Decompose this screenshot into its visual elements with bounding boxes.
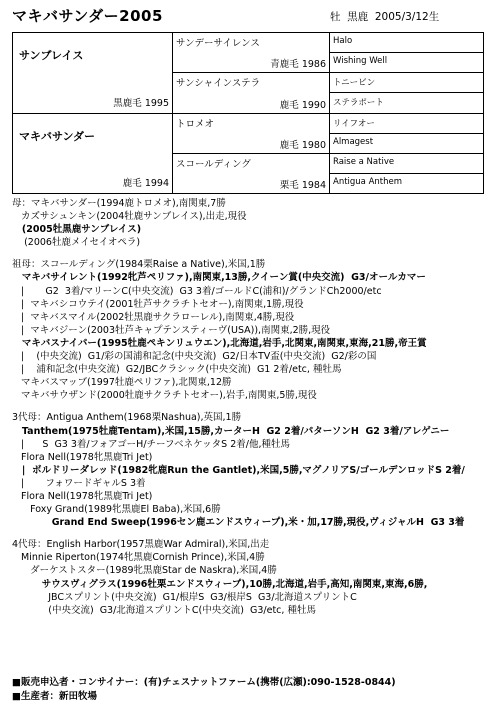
g2-cell (173, 113, 330, 153)
family-line: 母：マキバサンダー(1994鹿トロメオ),南関東,7勝 (12, 198, 226, 209)
g3-name: Wishing Well (333, 56, 388, 67)
family-line: マキバサウザンド(2000牡鹿サクラチトセオー),岩手,南関東,5勝,現役 (12, 390, 317, 402)
g2-cell (173, 33, 330, 73)
g3-name: Almagest (333, 136, 374, 147)
notable-horse-line: (2005牡黒鹿サンブレイス) (12, 224, 142, 236)
notable-horse-line: サウスヴィグラス(1996牡栗エンドスウィープ),10勝,北海道,岩手,高知,南関東,東海,6勝, (12, 578, 428, 590)
sales-contact: ■販売申込者・コンサイナー：(有)チェスナットファーム(携帯(広瀬):090-1528-0844) (12, 677, 396, 688)
g3-cell (330, 173, 484, 193)
sire-name: サンブレイス (19, 49, 84, 62)
dam-cell (13, 113, 173, 194)
g2-name: スコールディング (176, 158, 251, 170)
g3-cell (330, 73, 484, 93)
sire-cell (13, 33, 173, 114)
g2-color: 栗毛 1984 (279, 180, 326, 191)
family-line: Foxy Grand(1989牝黒鹿El Baba),米国,6勝 (12, 504, 221, 516)
g3-cell (330, 133, 484, 153)
family-line: | G2 3着/マリーンC(中央交流) G3 3着/ゴールドC(浦和)/グランドCh2000/etc (12, 285, 382, 297)
g2-cell (173, 153, 330, 193)
family-line: 3代母：Antigua Anthem(1968栗Nashua),英国,1勝 (12, 412, 242, 424)
g3-name: トニービン (333, 78, 376, 89)
g2-cell (173, 73, 330, 113)
footer (12, 676, 396, 704)
breeder: ■生産者：新田牧場 (12, 691, 97, 702)
family-line: Flora Nell(1978牝黒鹿Tri Jet) (12, 451, 153, 463)
family-line: Minnie Riperton(1974牝黒鹿Cornish Prince),米国,4勝 (12, 552, 265, 564)
family-line: (2006牡鹿メイセイオペラ) (12, 237, 141, 249)
notable-horse-line: Tanthem(1975牡鹿Tentam),米国,15勝,カーターH G2 2着/パターソンH G2 3着/アレゲニー (12, 425, 450, 437)
g2-name: サンデーサイレンス (176, 38, 260, 49)
g2-name: トロメオ (176, 118, 215, 130)
family-line: | (中央交流) G1/彩の国浦和記念(中央交流) G2/日本TV盃(中央交流) G2/彩の国 (12, 351, 377, 363)
g2-color: 鹿毛 1990 (279, 99, 326, 111)
g3-name: ステラポート (333, 98, 384, 109)
family-line: ダーケストスター(1989牝黒鹿Star de Naskra),米国,4勝 (12, 565, 277, 577)
g2-color: 青鹿毛 1986 (270, 59, 326, 71)
dam-name: マキバサンダー (19, 129, 96, 143)
section-gap (12, 249, 492, 258)
notable-horse-line: マキバサイレント(1992牝芦ペリファ),南関東,13勝,クイーン賞(中央交流) G3/オールカマー (12, 272, 426, 284)
g2-color: 鹿毛 1980 (279, 139, 326, 151)
notable-horse-line: マキバスナイパー(1995牡鹿ペキンリュウエン),北海道,岩手,北関東,南関東,東海,21勝,帝王賞 (12, 337, 427, 349)
g3-cell (330, 53, 484, 73)
family-line: JBCスプリント(中央交流) G1/根岸S G3/根岸S G3/北海道スプリントC (12, 591, 357, 603)
horse-meta: 牡 黒鹿 2005/3/12生 (330, 11, 440, 23)
dam-color: 鹿毛 1994 (122, 178, 169, 189)
sire-color: 黒鹿毛 1995 (113, 97, 169, 109)
family-record (12, 197, 492, 617)
family-line: 祖母：スコールディング(1984栗Raise a Native),米国,1勝 (12, 259, 266, 271)
g3-cell (330, 153, 484, 173)
family-line: (中央交流) G3/北海道スプリントC(中央交流) G3/etc, 種牡馬 (12, 604, 316, 616)
g3-name: リイフオー (333, 118, 375, 129)
family-line: | S G3 3着/フォアゴーH/チーフベネケッタS 2着/他,種牡馬 (12, 438, 290, 450)
notable-horse-line: | ボルドリーダレッド(1982牝鹿Run the Gantlet),米国,5勝,マグノリアS/ゴールデンロッドS 2着/ (12, 464, 465, 476)
page-title: マキバサンダー2005 (12, 7, 163, 25)
section-gap (12, 402, 492, 411)
g2-name: サンシャインステラ (176, 78, 261, 90)
family-line: マキバスマッブ(1997牡鹿ペリファ),北関東,12勝 (12, 377, 232, 389)
g3-name: Raise a Native (333, 156, 395, 167)
g3-cell (330, 113, 484, 133)
family-line: 4代母：English Harbor(1957黒鹿War Admiral),米国,出走 (12, 539, 270, 551)
g3-cell (330, 93, 484, 113)
family-line: | 浦和記念(中央交流) G2/JBCクラシック(中央交流) G1 2着/etc, 種牡馬 (12, 364, 342, 376)
g3-name: Halo (333, 36, 353, 46)
family-line: | フォワードギャルS 3着 (12, 477, 146, 489)
g3-cell (330, 33, 484, 53)
g3-name: Antigua Anthem (333, 176, 403, 187)
family-line: | マキバシコウテイ(2001牡芦サクラチトセオー),南関東,1勝,現役 (12, 298, 304, 310)
family-line: | マキバジーン(2003牡芦キャプテンスティーヴ(USA)),南関東,2勝,現役 (12, 324, 331, 336)
family-line: カズサシュンキン(2004牡鹿サンブレイス),出走,現役 (12, 211, 247, 223)
pedigree-table (12, 32, 484, 194)
section-gap (12, 529, 492, 538)
family-line: | マキバスマイル(2002牡黒鹿サクラローレル),南関東,4勝,現役 (12, 311, 295, 323)
family-line: Flora Nell(1978牝黒鹿Tri Jet) (12, 490, 153, 502)
notable-horse-line: Grand End Sweep(1996セン鹿エンドスウィープ),米・加,17勝,現役,ヴィジャルH G3 3着 (12, 517, 465, 529)
